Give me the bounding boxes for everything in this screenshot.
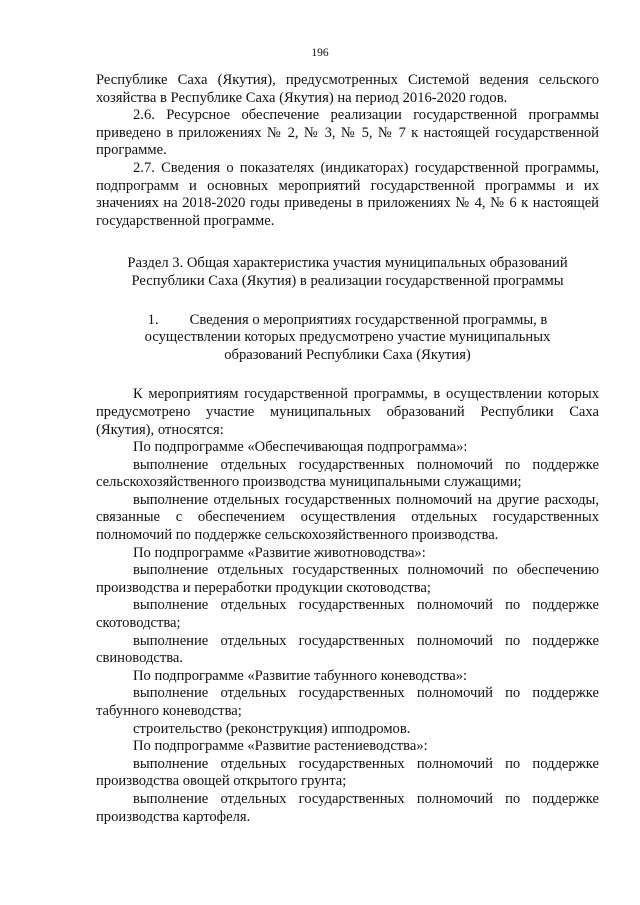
subprogram-4-item-2: выполнение отдельных государственных полномочий по поддержке производства картофеля. [96, 790, 599, 825]
section-3-title-line1: Раздел 3. Общая характеристика участия муниципальных образований [127, 255, 568, 272]
subprogram-2-item-2: выполнение отдельных государственных полномочий по поддержке скотоводства; [96, 597, 599, 632]
subprogram-3-item-2: строительство (реконструкция) ипподромов. [133, 720, 411, 737]
subsection-1-title-line3: образований Республики Саха (Якутия) [224, 346, 471, 363]
section-3-title-line2: Республики Саха (Якутия) в реализации государственной программы [131, 272, 564, 289]
subprogram-2-item-1: выполнение отдельных государственных полномочий по обеспечению производства и переработки продукции скотоводства; [96, 562, 599, 596]
subprogram-4-title: По подпрограмме «Развитие растениеводства»: [133, 738, 428, 755]
section-3-heading [96, 255, 599, 290]
paragraph-2-6: 2.6. Ресурсное обеспечение реализации государственной программы приведено в приложениях № 2, № 3, № 5, № 7 к настоящей государственной программе. [96, 107, 599, 159]
subprogram-4-item-1: выполнение отдельных государственных полномочий по поддержке производства овощей открытого грунта; [96, 755, 599, 790]
subprogram-1-item-1: выполнение отдельных государственных полномочий по поддержке сельскохозяйственного производства муниципальными служащими; [96, 456, 599, 491]
paragraph-continuation: Республике Саха (Якутия), предусмотренных Системой ведения сельского хозяйства в Республике Саха (Якутия) на период 2016-2020 годов. [96, 72, 599, 106]
subprogram-1-item-2: выполнение отдельных государственных полномочий на другие расходы, связанные с обеспечением осуществления отдельных государственных полномочий по поддержке сельскохозяйственного производства. [96, 491, 599, 544]
subsection-1-heading [96, 312, 599, 365]
document-body [96, 72, 599, 826]
subsection-number: 1. [147, 311, 159, 328]
page-number: 196 [311, 47, 329, 59]
subprogram-2-item-3: выполнение отдельных государственных полномочий по поддержке свиноводства. [96, 632, 599, 667]
subsection-1-title-line2: осуществлении которых предусмотрено участие муниципальных [144, 329, 551, 346]
subprogram-1-title: По подпрограмме «Обеспечивающая подпрограмма»: [133, 439, 468, 456]
subsection-1-title-line1: Сведения о мероприятиях государственной программы, в [189, 311, 548, 328]
subprogram-3-title: По подпрограмме «Развитие табунного коневодства»: [133, 667, 468, 684]
paragraph-lead: К мероприятиям государственной программы, в осуществлении которых предусмотрено участие муниципальных образований Республики Саха (Якутия), относятся: [96, 386, 599, 438]
paragraph-2-7: 2.7. Сведения о показателях (индикаторах) государственной программы, подпрограмм и основных мероприятий государственной программы и их значениях на 2018-2020 годы приведены в приложениях № 4, № 6 к настоящей государственной программе. [96, 159, 599, 229]
subprogram-2-title: По подпрограмме «Развитие животноводства»: [133, 544, 426, 561]
subprogram-3-item-1: выполнение отдельных государственных полномочий по поддержке табунного коневодства; [96, 685, 599, 719]
